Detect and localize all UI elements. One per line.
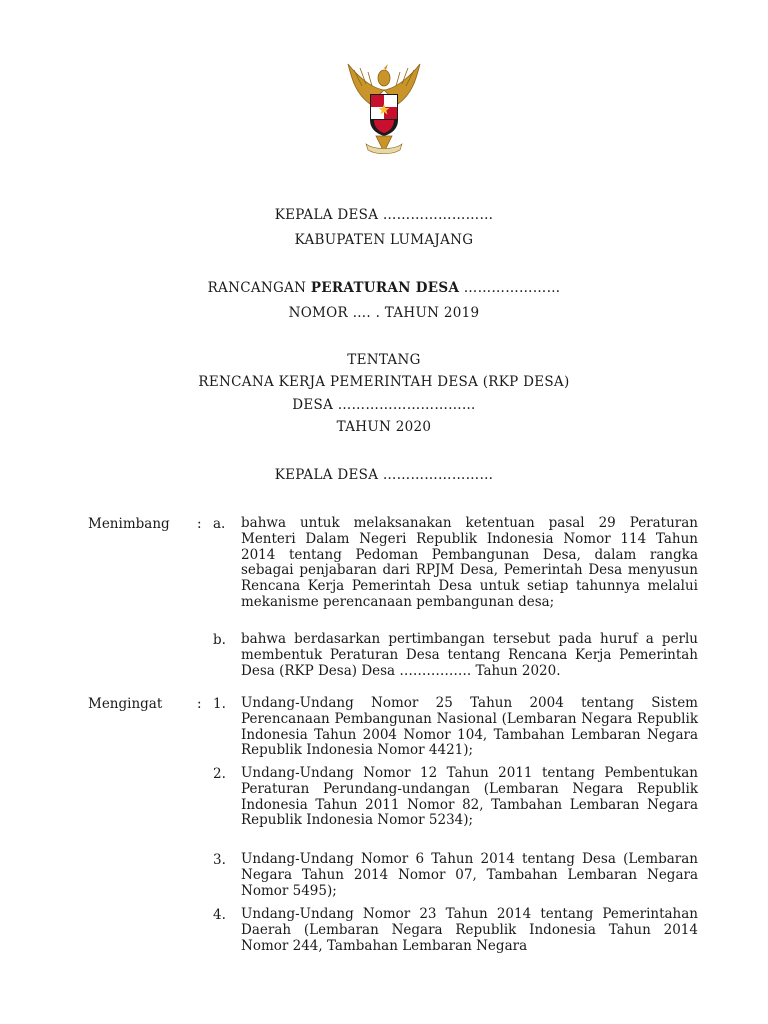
item-marker: 3. — [213, 852, 226, 868]
rancangan-bold: PERATURAN DESA — [310, 280, 460, 296]
kepala-desa-heading-2: KEPALA DESA …………………… — [274, 467, 494, 483]
garuda-emblem — [340, 60, 428, 160]
rancangan-heading — [0, 280, 768, 296]
item-text: Undang-Undang Nomor 12 Tahun 2011 tentang Pembentukan Peraturan Perundang-undangan (Lembaran Negara Republik Indonesia Tahun 2011 Nomor 82, Tambahan Lembaran Negara Republik Indonesia Nomor 5234); — [241, 765, 698, 829]
kepala-desa-heading: KEPALA DESA …………………… — [274, 207, 494, 223]
judul-heading: RENCANA KERJA PEMERINTAH DESA (RKP DESA) — [198, 374, 570, 390]
tentang-heading: TENTANG — [347, 352, 421, 368]
item-marker: 2. — [213, 766, 226, 782]
item-marker: 1. — [213, 696, 226, 712]
item-marker: 4. — [213, 907, 226, 923]
item-marker: b. — [213, 632, 226, 648]
item-marker: a. — [213, 516, 226, 532]
item-text: bahwa berdasarkan pertimbangan tersebut pada huruf a perlu membentuk Peraturan Desa tentang Rencana Kerja Pemerintah Desa (RKP Desa) Desa ……………. Tahun 2020. — [241, 631, 698, 679]
menimbang-colon: : — [197, 516, 202, 532]
menimbang-label: Menimbang — [88, 516, 170, 532]
mengingat-label: Mengingat — [88, 696, 163, 712]
desa-heading: DESA ………………………… — [292, 397, 476, 413]
rancangan-suffix: ………………… — [459, 280, 561, 296]
item-text: Undang-Undang Nomor 23 Tahun 2014 tentang Pemerintahan Daerah (Lembaran Negara Republik Indonesia Tahun 2014 Nomor 244, Tambahan Lembaran Negara — [241, 906, 698, 954]
item-text: Undang-Undang Nomor 25 Tahun 2004 tentang Sistem Perencanaan Pembangunan Nasional (Lembaran Negara Republik Indonesia Tahun 2004 Nomor 104, Tambahan Lembaran Negara Republik Indonesia Nomor 4421); — [241, 695, 698, 759]
kabupaten-heading: KABUPATEN LUMAJANG — [294, 232, 474, 248]
mengingat-colon: : — [197, 696, 202, 712]
nomor-heading: NOMOR …. . TAHUN 2019 — [288, 305, 480, 321]
item-text: Undang-Undang Nomor 6 Tahun 2014 tentang Desa (Lembaran Negara Tahun 2014 Nomor 07, Tambahan Lembaran Negara Nomor 5495); — [241, 851, 698, 899]
tahun-heading: TAHUN 2020 — [336, 419, 432, 435]
rancangan-prefix: RANCANGAN — [207, 280, 311, 296]
item-text: bahwa untuk melaksanakan ketentuan pasal 29 Peraturan Menteri Dalam Negeri Republik Indonesia Nomor 114 Tahun 2014 tentang Pedoman Pembangunan Desa, dalam rangka sebagai penjabaran dari RPJM Desa, Pemerintah Desa menyusun Rencana Kerja Pemerintah Desa untuk setiap tahunnya melalui mekanisme perencanaan pembangunan desa; — [241, 515, 698, 610]
